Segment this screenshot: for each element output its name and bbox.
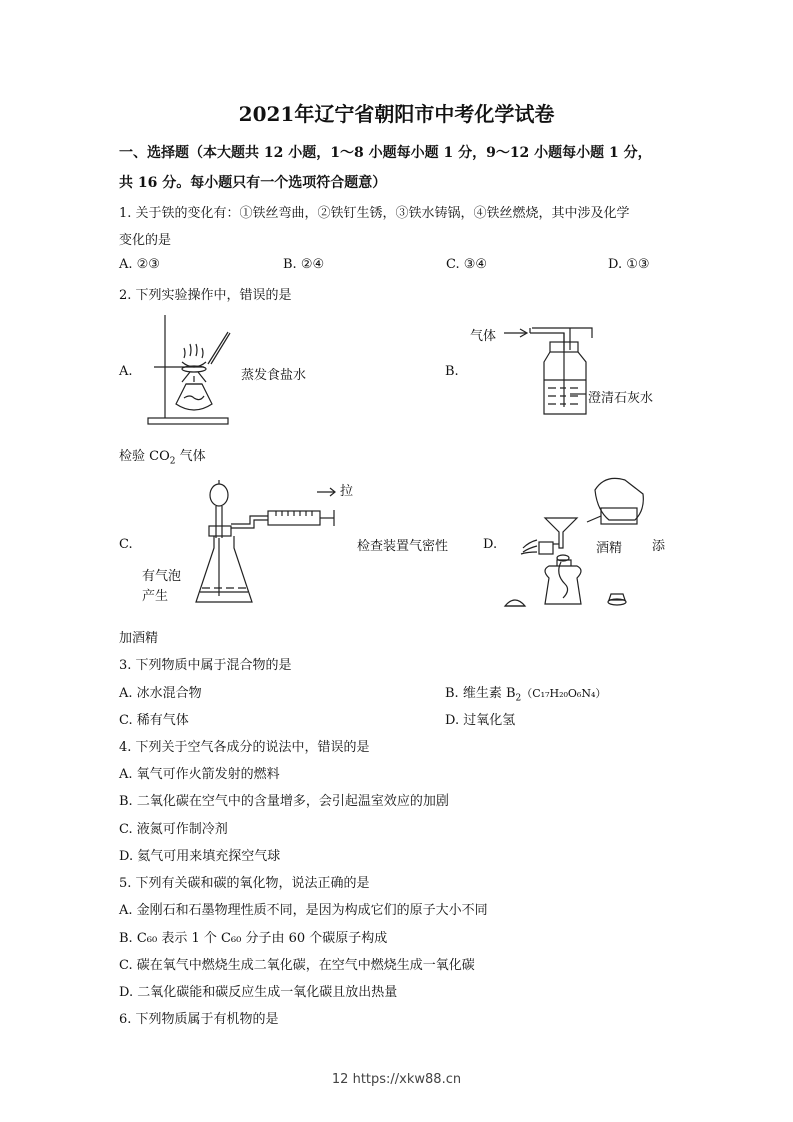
q1-option-d: D. ①③ [608, 257, 650, 272]
page-title: 2021年辽宁省朝阳市中考化学试卷 [238, 102, 555, 126]
page-footer: 12 https://xkw88.cn [331, 1072, 462, 1087]
q4-option-c: C. 液氮可作制冷剂 [119, 822, 228, 837]
q3-option-b: B. 维生素 $B_2(C_{17}H_{20}O_6N_4)$ [445, 686, 607, 704]
q2-c-bubble-line1: 有气泡 [142, 569, 182, 584]
q2-stem: 2. 下列实验操作中，错误的是 [119, 288, 292, 303]
adding-alcohol-figure [505, 470, 655, 615]
q5-option-b: B. C₆₀ 表示 1 个 C₆₀ 分子由 60 个碳原子构成 [119, 931, 388, 946]
q5-stem: 5. 下列有关碳和碳的氧化物，说法正确的是 [119, 876, 370, 891]
q2-b-gas-label: 气体 [470, 329, 497, 344]
q2-c-bubble-line2: 产生 [142, 589, 169, 604]
q2-b-liquid-label: 澄清石灰水 [588, 391, 654, 406]
q4-stem: 4. 下列关于空气各成分的说法中，错误的是 [119, 740, 370, 755]
q1-option-c: C. ③④ [446, 257, 488, 272]
q2-option-b-label: B. [445, 364, 459, 379]
q4-option-a: A. 氧气可作火箭发射的燃料 [119, 767, 280, 782]
q4-option-b: B. 二氧化碳在空气中的含量增多，会引起温室效应的加剧 [119, 794, 449, 809]
q3-option-a: A. 冰水混合物 [119, 686, 202, 701]
q2-option-d-label: D. [483, 537, 498, 552]
q4-option-d: D. 氦气可用来填充探空气球 [119, 849, 281, 864]
q3-option-d: D. 过氧化氢 [445, 713, 516, 728]
q1-stem-line1: 1. 关于铁的变化有：①铁丝弯曲，②铁钉生锈，③铁水铸锅，④铁丝燃烧，其中涉及化学 [119, 206, 630, 221]
q2-c-pull-label: 拉 [340, 484, 354, 499]
q2-option-d-caption-part2: 加酒精 [119, 631, 159, 646]
section-heading-line2: 共 16 分。每小题只有一个选项符合题意） [119, 175, 387, 191]
q2-option-d-caption-part1: 添 [652, 539, 666, 554]
q5-option-a: A. 金刚石和石墨物理性质不同，是因为构成它们的原子大小不同 [119, 903, 488, 918]
airtightness-check-figure [190, 478, 350, 608]
q1-option-a: A. ②③ [119, 257, 160, 272]
q2-option-a-label: A. [119, 364, 133, 379]
q6-stem: 6. 下列物质属于有机物的是 [119, 1012, 279, 1027]
evaporation-apparatus-figure [140, 312, 240, 427]
q5-option-c: C. 碳在氧气中燃烧生成二氧化碳，在空气中燃烧生成一氧化碳 [119, 958, 475, 973]
q3-stem: 3. 下列物质中属于混合物的是 [119, 658, 292, 673]
q2-option-c-label: C. [119, 537, 133, 552]
q5-option-d: D. 二氧化碳能和碳反应生成一氧化碳且放出热量 [119, 985, 398, 1000]
q2-d-bottle-label: 酒精 [596, 541, 623, 556]
gas-washing-bottle-figure [500, 322, 600, 422]
q1-option-b: B. ②④ [283, 257, 325, 272]
q2-option-a-caption: 蒸发食盐水 [241, 368, 307, 383]
q3-option-c: C. 稀有气体 [119, 713, 189, 728]
section-heading-line1: 一、选择题（本大题共 12 小题，1～8 小题每小题 1 分，9～12 小题每小题 1 分， [119, 145, 652, 161]
q2-option-b-caption: 检验 $CO_2$ 气体 [119, 449, 206, 467]
q2-option-c-caption: 检查装置气密性 [357, 539, 449, 554]
q1-stem-line2: 变化的是 [119, 233, 172, 248]
